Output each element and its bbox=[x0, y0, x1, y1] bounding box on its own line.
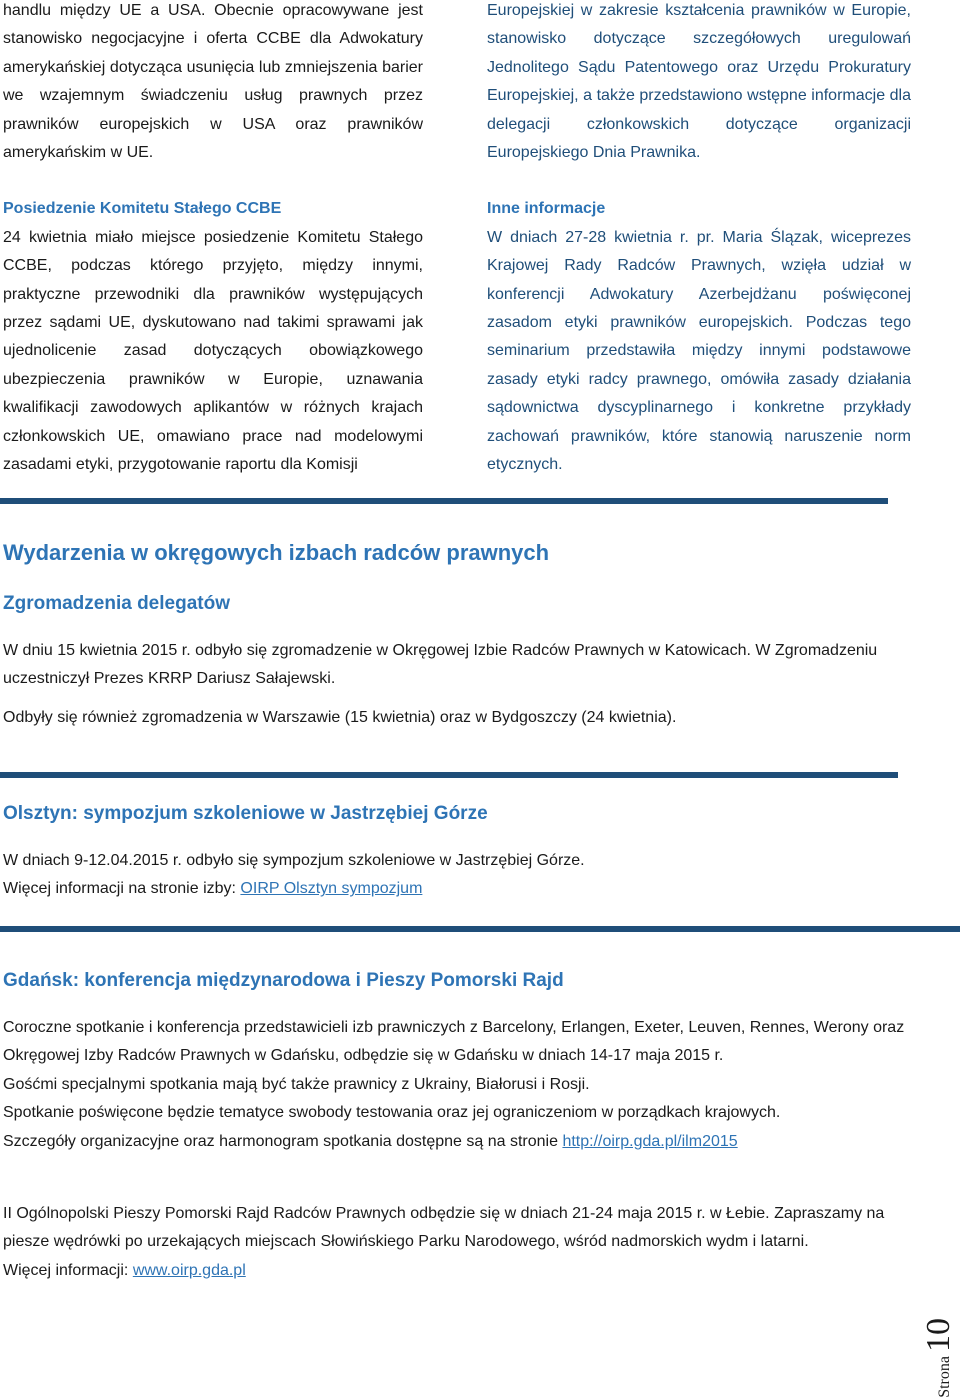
left-column bbox=[3, 0, 423, 480]
gdansk-line-3: Spotkanie poświęcone będzie tematyce swobody testowania oraz jej ograniczeniom w porządkach krajowych. bbox=[3, 1104, 781, 1122]
right-paragraph-1: Europejskiej w zakresie kształcenia prawników w Europie, stanowisko dotyczące szczegółowych uregulowań Jednolitego Sądu Patentowego oraz Urzędu Prokuratury Europejskiej, a także przedstawiono wstępne informacje dla delegacji członkowskich dotyczące organizacji Europejskiego Dnia Prawnika. bbox=[487, 2, 911, 162]
delegates-assemblies-subtitle: Zgromadzenia delegatów bbox=[3, 593, 230, 614]
oirp-gda-link[interactable]: www.oirp.gda.pl bbox=[132, 1261, 246, 1279]
olsztyn-more-info-label: Więcej informacji na stronie izby: bbox=[3, 880, 241, 898]
olsztyn-line-1: W dniach 9-12.04.2015 r. odbyło się sympozjum szkoleniowe w Jastrzębiej Górze. bbox=[3, 852, 585, 869]
right-column bbox=[487, 0, 911, 480]
right-paragraph-2: W dniach 27-28 kwietnia r. pr. Maria Ślązak, wiceprezes Krajowej Rady Radców Prawnych, wzięła udział w konferencji Adwokatury Azerbejdżanu poświęconej zasadom etyki prawników europejskich. Podczas tego seminarium przedstawiła między innymi podstawowe zasady etyki radcy prawnego, omówiła zasady działania sądownictwa dyscyplinarnego i konkretne przykłady zachowań prawników, które stanowią naruszenie norm etycznych. bbox=[487, 228, 911, 474]
events-body bbox=[3, 637, 913, 732]
page-label: Strona bbox=[936, 1356, 953, 1398]
other-info-heading: Inne informacje bbox=[487, 200, 606, 218]
page-number bbox=[920, 1318, 958, 1398]
gdansk-body bbox=[3, 1014, 913, 1156]
events-line-1: W dniu 15 kwietnia 2015 r. odbyło się zgromadzenie w Okręgowej Izbie Radców Prawnych w Katowicach. W Zgromadzeniu uczestniczył Prezes KRRP Dariusz Sałajewski. bbox=[3, 642, 878, 688]
olsztyn-section-title: Olsztyn: sympozjum szkoleniowe w Jastrzębiej Górze bbox=[3, 803, 488, 824]
olsztyn-symposium-link[interactable]: OIRP Olsztyn sympozjum bbox=[240, 880, 423, 898]
left-paragraph-1: handlu między UE a USA. Obecnie opracowywane jest stanowisko negocjacyjne i oferta CCBE dla Adwokatury amerykańskiej dotycząca usunięcia lub zmniejszenia barier we wzajemnym świadczeniu usług prawnych przez prawników europejskich w USA oraz prawników amerykańskim w UE. bbox=[3, 2, 423, 162]
rally-more-info-label: Więcej informacji: bbox=[3, 1261, 133, 1279]
events-section-title: Wydarzenia w okręgowych izbach radców prawnych bbox=[3, 540, 550, 565]
events-line-2: Odbyły się również zgromadzenia w Warszawie (15 kwietnia) oraz w Bydgoszczy (24 kwietnia). bbox=[3, 708, 677, 726]
page-number-value: 10 bbox=[920, 1318, 957, 1352]
rally-line-1: II Ogólnopolski Pieszy Pomorski Rajd Radców Prawnych odbędzie się w dniach 21-24 maja 2015 r. w Łebie. Zapraszamy na piesze wędrówki po urzekających miejscach Słowińskiego Parku Narodowego, wśród nadmorskich wydm i latarni. bbox=[3, 1205, 885, 1251]
left-paragraph-2: 24 kwietnia miało miejsce posiedzenie Komitetu Stałego CCBE, podczas którego przyjęto, między innymi, praktyczne przewodniki dla prawników występujących przez sądami UE, dyskutowano nad takimi sprawami jak ujednolicenie zasad dotyczących obowiązkowego ubezpieczenia prawników w Europie, uznawania kwalifikacji zawodowych aplikantów w różnych krajach członkowskich UE, omawiano prace nad modelowymi zasadami etyki, przygotowanie raportu dla Komisji bbox=[3, 228, 423, 474]
gdansk-details-label: Szczegóły organizacyjne oraz harmonogram spotkania dostępne są na stronie bbox=[3, 1132, 563, 1150]
gdansk-section-title: Gdańsk: konferencja międzynarodowa i Pieszy Pomorski Rajd bbox=[3, 970, 564, 991]
section-divider-2 bbox=[0, 772, 898, 778]
section-divider-1 bbox=[0, 498, 888, 504]
gdansk-line-1: Coroczne spotkanie i konferencja przedstawicieli izb prawniczych z Barcelony, Erlangen, Exeter, Leuven, Rennes, Werony oraz Okręgowej Izby Radców Prawnych w Gdańsku, odbędzie się w Gdańsku w dniach 14-17 maja 2015 r. bbox=[3, 1019, 905, 1065]
rally-line-2 bbox=[3, 1257, 893, 1285]
gdansk-line-4 bbox=[3, 1128, 913, 1156]
ccbe-committee-heading: Posiedzenie Komitetu Stałego CCBE bbox=[3, 200, 282, 218]
olsztyn-line-2 bbox=[3, 875, 913, 903]
gdansk-line-2: Gośćmi specjalnymi spotkania mają być także prawnicy z Ukrainy, Białorusi i Rosji. bbox=[3, 1075, 590, 1093]
section-divider-3 bbox=[0, 926, 960, 932]
olsztyn-body bbox=[3, 847, 913, 904]
rally-body bbox=[3, 1200, 893, 1285]
gdansk-ilm2015-link[interactable]: http://oirp.gda.pl/ilm2015 bbox=[562, 1132, 738, 1150]
